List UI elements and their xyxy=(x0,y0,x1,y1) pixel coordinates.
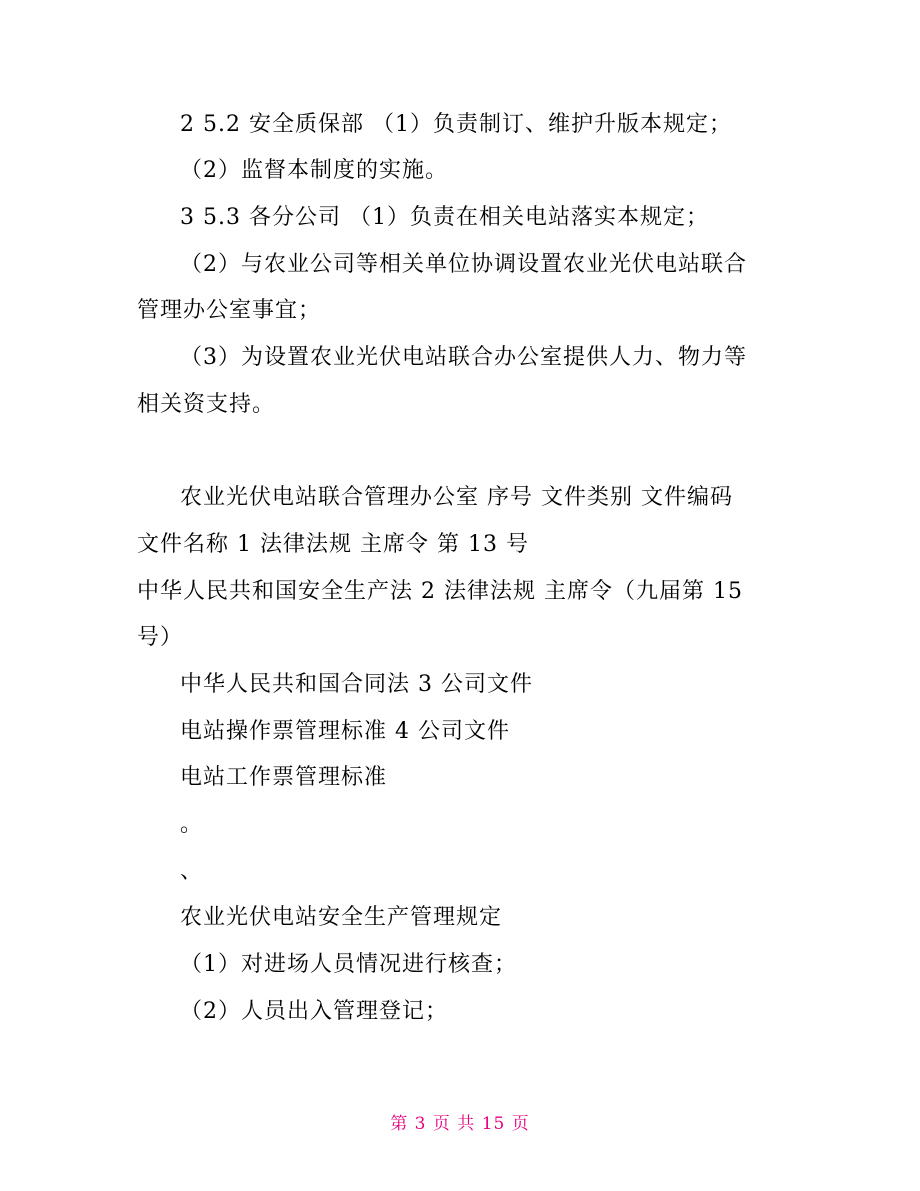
text-line-provide-resources: （3）为设置农业光伏电站联合办公室提供人力、物力等 xyxy=(180,345,747,370)
text-line-check-personnel: （1）对进场人员情况进行核查； xyxy=(180,952,517,977)
text-line-file-row-4: 电站操作票管理标准 4 公司文件 xyxy=(180,719,510,744)
text-line-file-row-5: 电站工作票管理标准 xyxy=(180,765,388,790)
text-line-file-row-3: 中华人民共和国合同法 3 公司文件 xyxy=(180,672,533,697)
text-line-file-row-1: 文件名称 1 法律法规 主席令 第 13 号 xyxy=(137,532,529,557)
text-line-branch-companies: 3 5.3 各分公司 （1）负责在相关电站落实本规定； xyxy=(180,205,709,230)
text-line-coordinate-setup: （2）与农业公司等相关单位协调设置农业光伏电站联合 xyxy=(180,252,747,277)
text-line-supervise-implementation: （2）监督本制度的实施。 xyxy=(180,158,448,183)
text-line-related-support: 相关资支持。 xyxy=(137,392,276,417)
text-line-file-table-header: 农业光伏电站联合管理办公室 序号 文件类别 文件编码 xyxy=(180,485,733,510)
text-line-entry-registration: （2）人员出入管理登记； xyxy=(180,999,448,1024)
text-line-file-row-2-cont: 号） xyxy=(137,625,184,650)
text-line-safety-regulation: 农业光伏电站安全生产管理规定 xyxy=(180,905,503,930)
page-footer: 第 3 页 共 15 页 xyxy=(390,1114,530,1134)
text-line-office-matters: 管理办公室事宜； xyxy=(137,298,322,323)
text-line-file-row-2: 中华人民共和国安全生产法 2 法律法规 主席令（九届第 15 xyxy=(137,579,743,604)
text-line-period: 。 xyxy=(180,812,204,837)
text-line-responsibility-safety-dept: 2 5.2 安全质保部 （1）负责制订、维护升版本规定； xyxy=(180,112,732,137)
text-line-comma: 、 xyxy=(180,859,204,884)
